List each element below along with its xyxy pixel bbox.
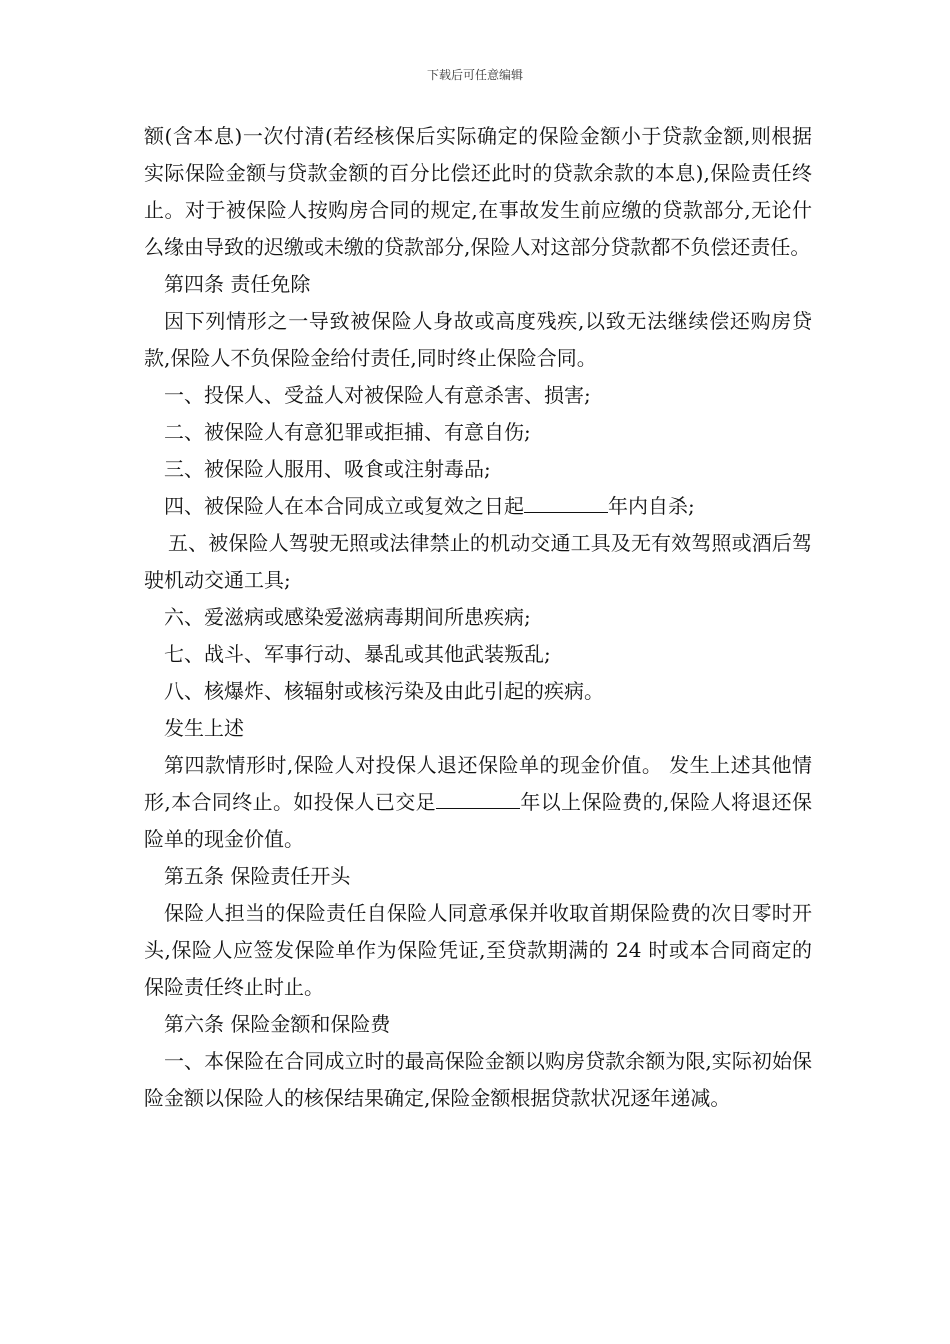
fill-in-blank-years[interactable] [524, 494, 608, 513]
paragraph-occurrence: 发生上述 [164, 716, 244, 740]
cash-value-text: 第四款情形时,保险人对投保人退还保险单的现金价值。 发生上述其他情形,本合同终止。如投保人已交足 [144, 753, 812, 814]
article-6-item-1: 一、本保险在合同成立时的最高保险金额以购房贷款余额为限,实际初始保险金额以保险人的核保结果确定,保险金额根据贷款状况逐年递减。 [144, 1049, 812, 1110]
exclusion-item-4-suffix: 年内自杀; [608, 494, 695, 518]
paragraph-continued-clause: 额(含本息)一次付清(若经核保后实际确定的保险金额小于贷款金额,则根据实际保险金额与贷款金额的百分比偿还此时的贷款余款的本息),保险责任终止。对于被保险人按购房合同的规定,在事故发生前应缴的贷款部分,无论什么缘由导致的迟缴或未缴的贷款部分,保险人对这部分贷款都不负偿还责任。 [144, 124, 812, 259]
exclusion-item-4-text: 四、被保险人在本合同成立或复效之日起 [164, 494, 524, 518]
exclusion-item-1: 一、投保人、受益人对被保险人有意杀害、损害; [164, 383, 591, 407]
exclusion-item-8: 八、核爆炸、核辐射或核污染及由此引起的疾病。 [164, 679, 604, 703]
article-4-intro: 因下列情形之一导致被保险人身故或高度残疾,以致无法继续偿还购房贷款,保险人不负保险金给付责任,同时终止保险合同。 [144, 309, 812, 370]
exclusion-item-5: 五、被保险人驾驶无照或法律禁止的机动交通工具及无有效驾照或酒后驾驶机动交通工具; [144, 531, 812, 592]
article-4-heading: 第四条 责任免除 [164, 272, 311, 296]
exclusion-item-2: 二、被保险人有意犯罪或拒捕、有意自伤; [164, 420, 531, 444]
exclusion-item-7: 七、战斗、军事行动、暴乱或其他武装叛乱; [164, 642, 551, 666]
article-5-body: 保险人担当的保险责任自保险人同意承保并收取首期保险费的次日零时开头,保险人应签发保险单作为保险凭证,至贷款期满的 24 时或本合同商定的保险责任终止时止。 [144, 901, 812, 999]
exclusion-item-6: 六、爱滋病或感染爱滋病毒期间所患疾病; [164, 605, 531, 629]
fill-in-blank-premium-years[interactable] [436, 790, 520, 809]
document-body [144, 118, 812, 1117]
article-5-heading: 第五条 保险责任开头 [164, 864, 351, 888]
exclusion-item-4 [144, 488, 812, 525]
page-header: 下载后可任意编辑 [426, 68, 523, 82]
article-6-heading: 第六条 保险金额和保险费 [164, 1012, 391, 1036]
paragraph-cash-value [144, 747, 812, 858]
exclusion-item-3: 三、被保险人服用、吸食或注射毒品; [164, 457, 491, 481]
cash-value-suffix: 年以上保险费的,保险人将退还保险单的现金价值。 [144, 790, 812, 851]
